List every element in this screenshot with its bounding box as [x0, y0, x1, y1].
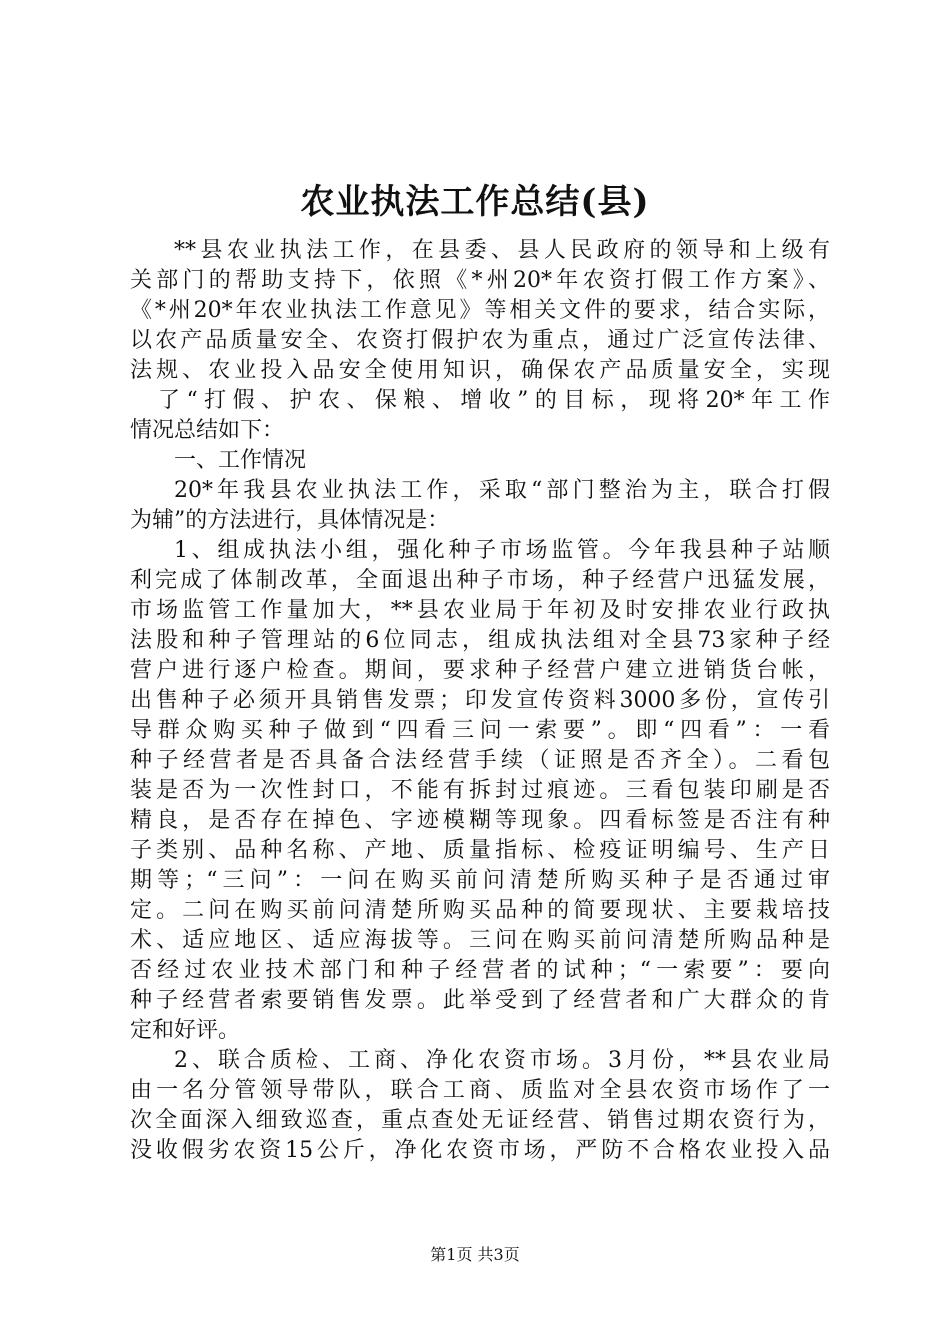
text-line: 20*年我县农业执法工作，采取“部门整治为主，联合打假: [174, 478, 830, 503]
text-line: 期等；“三问”：一问在购买前问清楚所购买种子是否通过审: [130, 868, 830, 893]
text-line: 《*州20*年农业执法工作意见》等相关文件的要求，结合实际，: [130, 298, 830, 323]
section-heading: 一、工作情况: [174, 448, 307, 473]
text-line: 法股和种子管理站的6位同志，组成执法组对全县73家种子经: [130, 628, 830, 653]
text-line: 精良，是否存在掉色、字迹模糊等现象。四看标签是否注有种: [130, 808, 830, 833]
text-line: **县农业执法工作，在县委、县人民政府的领导和上级有: [174, 238, 830, 263]
text-line: 装是否为一次性封口，不能有拆封过痕迹。三看包装印刷是否: [130, 778, 830, 803]
text-line: 为辅”的方法进行，具体情况是：: [130, 508, 450, 533]
text-line: 2、联合质检、工商、净化农资市场。3月份，**县农业局: [174, 1048, 830, 1073]
text-line: 子类别、品种名称、产地、质量指标、检疫证明编号、生产日: [130, 838, 830, 863]
text-line: 种子经营者是否具备合法经营手续（证照是否齐全）。二看包: [130, 748, 830, 773]
document-body: [130, 236, 830, 1166]
text-line: 法规、农业投入品安全使用知识，确保农产品质量安全，实现: [130, 358, 830, 383]
document-title: 农业执法工作总结(县): [300, 182, 650, 222]
text-line: 市场监管工作量加大，**县农业局于年初及时安排农业行政执: [130, 598, 830, 623]
text-line: 种子经营者索要销售发票。此举受到了经营者和广大群众的肯: [130, 988, 830, 1013]
text-line: 由一名分管领导带队，联合工商、质监对全县农资市场作了一: [130, 1078, 830, 1103]
text-line: 利完成了体制改革，全面退出种子市场，种子经营户迅猛发展，: [130, 568, 830, 593]
text-line: 否经过农业技术部门和种子经营者的试种；“一索要”：要向: [130, 958, 830, 983]
text-line: 定。二问在购买前问清楚所购买品种的简要现状、主要栽培技: [130, 898, 830, 923]
text-line: 导群众购买种子做到“四看三问一索要”。即“四看”：一看: [130, 718, 830, 743]
text-line: 次全面深入细致巡查，重点查处无证经营、销售过期农资行为，: [130, 1108, 830, 1133]
text-line: 1、组成执法小组，强化种子市场监管。今年我县种子站顺: [174, 538, 830, 563]
text-line: 定和好评。: [130, 1018, 241, 1043]
text-line: 出售种子必须开具销售发票；印发宣传资料3000多份，宣传引: [130, 688, 830, 713]
page-number: 第1页 共3页: [430, 1245, 520, 1264]
text-line: 营户进行逐户检查。期间，要求种子经营户建立进销货台帐，: [130, 658, 830, 683]
text-line: 以农产品质量安全、农资打假护农为重点，通过广泛宣传法律、: [130, 328, 830, 353]
text-line: 了“打假、护农、保粮、增收”的目标，现将20*年工作: [158, 388, 830, 413]
text-line: 情况总结如下：: [130, 418, 285, 443]
text-line: 关部门的帮助支持下，依照《*州20*年农资打假工作方案》、: [130, 268, 830, 293]
text-line: 没收假劣农资15公斤，净化农资市场，严防不合格农业投入品: [130, 1138, 830, 1163]
text-line: 术、适应地区、适应海拔等。三问在购买前问清楚所购品种是: [130, 928, 830, 953]
